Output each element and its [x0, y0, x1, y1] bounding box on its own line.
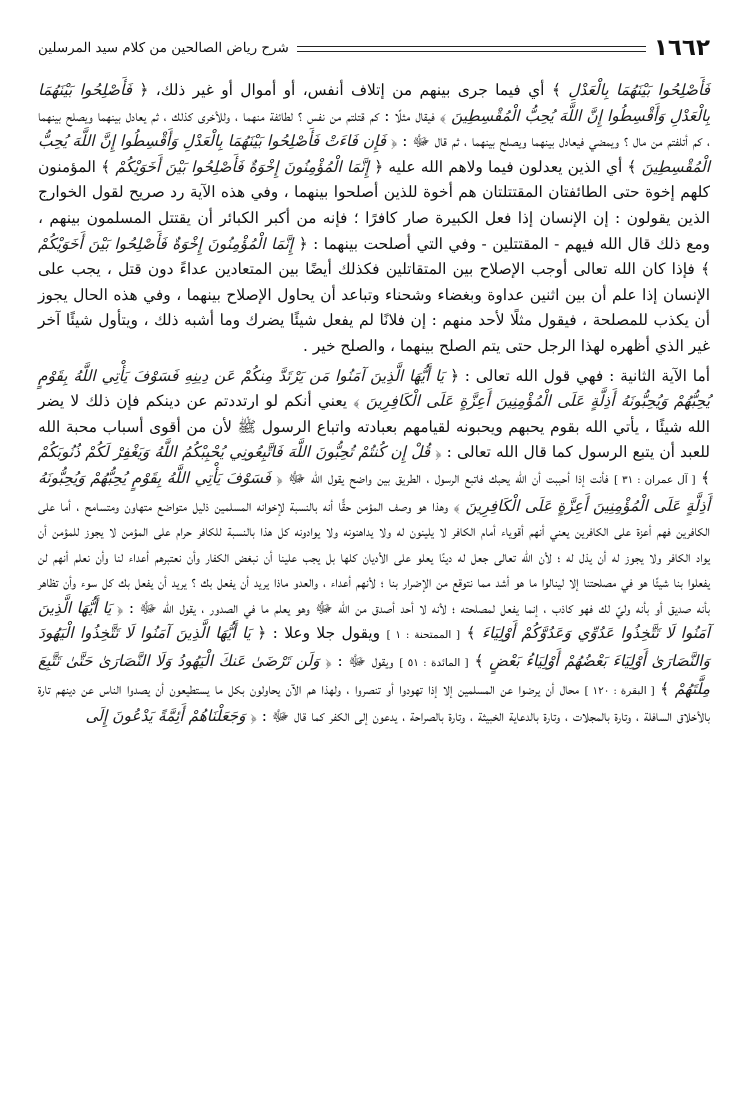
commentary-text: ويقول ﷻ : ﴿	[319, 652, 400, 671]
book-title: شرح رياض الصالحين من كلام سيد المرسلين	[38, 40, 289, 56]
paragraph-2	[38, 364, 710, 730]
verse-reference: [ الممتحنة : ١ ]	[386, 629, 461, 642]
verse-reference: [ المائدة : ٥١ ]	[399, 657, 469, 670]
book-page	[38, 28, 710, 1078]
quran-verse: قُلْ إِن كُنتُمْ تُحِبُّونَ اللَّهَ فَاتَّبِعُونِي يُحْبِبْكُمُ اللَّهُ وَيَغْفِرْ لَكُمْ ذُنُوبَكُمْ	[38, 443, 431, 462]
quran-verse: يَا أَيُّهَا الَّذِينَ آمَنُوا مَن يَرْتَدَّ مِنكُمْ عَن دِينِهِ فَسَوْفَ يَأْتِي اللَّهُ بِقَوْمٍ يُحِبُّهُمْ وَيُحِبُّونَهُ أَذِلَّةٍ عَلَى الْمُؤْمِنِينَ أَعِزَّةٍ عَلَى الْكَافِرِينَ	[38, 366, 710, 411]
quran-verse: فَأَصْلِحُوا بَيْنَهُمَا بِالْعَدْلِ	[568, 81, 710, 99]
commentary-text: ﴾	[695, 468, 710, 487]
commentary-text: ويقول جلا وعلا : ﴿	[250, 624, 387, 643]
commentary-text: ﴾ أي فيما جرى بينهم من إتلاف أنفس، أو أموال أو غير ذلك، ﴿	[132, 81, 569, 99]
verse-reference: [ آل عمران : ٣١ ]	[613, 473, 696, 486]
quran-verse: فَأَصْلِحُوا بَيْنَهُمَا بِالْعَدْلِ وَأَقْسِطُوا إِنَّ اللَّهَ يُحِبُّ الْمُقْسِطِينَ	[38, 81, 710, 125]
commentary-text: ﴾	[460, 624, 482, 643]
verse-reference: [ البقرة : ١٢٠ ]	[584, 684, 655, 697]
commentary-text: ﴾ يعني أنكم لو ارتددتم عن دينكم فإن ذلك لا يضر الله شيئًا ، يأتي الله بقوم يحبهم ويحبونه لقيامهم بعبادته واتباع الرسول ﷺ لأن من أقوى أسباب محبة الله للعبد أن يتبع الرسول كما قال الله تعالى : ﴿	[38, 392, 710, 462]
commentary-text: ﴾ أي الذين يعدلون فيما ولاهم الله عليه ﴿	[368, 157, 642, 176]
commentary-text: ﴾ المؤمنون كلهم إخوة حتى الطائفتان المقتتلتان هم أخوة للذين أصلحوا بينهما ، وفي هذه الآية رد صريح لقول الخوارج الذين يقولون : إن الإنسان إذا فعل الكبيرة صار كافرًا ؛ فإنه من أكبر الكبائر أن يقتتل المسلمون بينهم ، ومع ذلك قال الله فيهم - المقتتلين - وفي التي أصلحت بينهما : ﴿	[38, 157, 710, 253]
quran-verse: وَلَن تَرْضَىٰ عَنكَ الْيَهُودُ وَلَا النَّصَارَىٰ حَتَّىٰ تَتَّبِعَ مِلَّتَهُمْ	[38, 652, 711, 698]
quran-verse: إِنَّمَا الْمُؤْمِنُونَ إِخْوَةٌ فَأَصْلِحُوا بَيْنَ أَخَوَيْكُمْ	[115, 157, 369, 176]
header-rule	[297, 46, 646, 52]
commentary-text: فأنت إذا أحببت أن الله يحبك فاتبع الرسول ، الطريق بين واضح يقول الله ﷻ ﴿	[270, 468, 614, 487]
quran-verse: إِنَّمَا الْمُؤْمِنُونَ إِخْوَةٌ فَأَصْلِحُوا بَيْنَ أَخَوَيْكُمْ	[38, 234, 294, 253]
commentary-text: ﴾	[654, 679, 675, 698]
commentary-text: أما الآية الثانية : فهي قول الله تعالى : ﴿	[444, 366, 710, 385]
quran-verse: فَإِن فَاءَتْ فَأَصْلِحُوا بَيْنَهُمَا بِالْعَدْلِ وَأَقْسِطُوا إِنَّ اللَّهَ يُحِبُّ الْمُقْسِطِينَ	[38, 132, 710, 176]
quran-verse: يَا أَيُّهَا الَّذِينَ آمَنُوا لَا تَتَّخِذُوا الْيَهُودَ وَالنَّصَارَىٰ أَوْلِيَاءَ بَعْضُهُمْ أَوْلِيَاءُ بَعْضٍ	[38, 624, 710, 671]
body-text	[38, 78, 710, 730]
quran-verse: فَسَوْفَ يَأْتِي اللَّهُ بِقَوْمٍ يُحِبُّهُمْ وَيُحِبُّونَهُ أَذِلَّةٍ عَلَى الْمُؤْمِنِينَ أَعِزَّةٍ عَلَى الْكَافِرِينَ	[38, 468, 710, 515]
commentary-text: ﴾ وهذا هو وصف المؤمن حقًّا أنه بالنسبة لإخوانه المسلمين ذليل متواضع متهاون ومتسامح ، أما على الكافرين فهم أعزة على الكافرين يعني أنهم أقوياء أمام الكافر لا يلينون له ولا يداهنونه ولا يوادونه كل هذا بالنسبة للكافر حرام على المؤمن لا يجوز للمؤمن أن يواد الكافر ولا يجوز له أن يذل له ؛ لأن الله تعالى جعل له دينًا يعلو على الأديان كلها بل يجب علينا أن نبغض الكفار وأن نعتبرهم أعداء لنا وأن نعلم أنهم لن يفعلوا بنا شيئًا هو في مصلحتنا إلا لينالوا ما هو أشد مما نتوقع من الإضرار بنا ؛ لأنهم أعداء ، والعدو ماذا يريد أن يفعل بك ؟ يريد أن يفعل بك كل سوء وأن تظاهر بأنه صديق أو بأنه وليّ لك فهو كاذب ، إنما يفعل لمصلحته ؛ لأنه لا أحد أصدق من الله ﷻ وهو يعلم ما في الصدور ، يقول الله ﷻ : ﴿	[38, 496, 711, 617]
quran-verse: وَجَعَلْنَاهُمْ أَئِمَّةً يَدْعُونَ إِلَى	[85, 707, 246, 726]
commentary-text: ﴾ فيقال مثلًا : كم قتلتم من نفس ؟ لطائفة منهما ، وللأخرى كذلك ، ثم يعادل بينهما ويصلح بينهما ، كم أتلفتم من مال ؟ ويمضي فيعادل بينهما ويصلح بينهما ، ثم قال ﷻ : ﴿	[38, 106, 710, 151]
page-number: ١٦٦٢	[653, 35, 710, 61]
commentary-text: ﴾	[468, 652, 490, 671]
paragraph-1	[38, 78, 710, 360]
quran-verse: يَا أَيُّهَا الَّذِينَ آمَنُوا لَا تَتَّخِذُوا عَدُوِّي وَعَدُوَّكُمْ أَوْلِيَاءَ	[38, 598, 711, 643]
commentary-text: محال أن يرضوا عن المسلمين إلا إذا تهودوا أو تنصروا ، ولهذا هم الآن يحاولون بكل ما يستطيعون أن يصدوا الناس عن دينهم تارة بالأخلاق السافلة ، وتارة بالمجلات ، وتارة بالدعاية الخبيثة ، وتارة بالصراحة ، يدعون إلى الكفر كما قال ﷻ : ﴿	[38, 679, 710, 726]
running-head	[38, 28, 710, 68]
commentary-text: ﴾ فإذا كان الله تعالى أوجب الإصلاح بين المتقاتلين فكذلك أيضًا بين المتعادين عداءً دون قتل ، يجب على الإنسان إذا علم أن بين اثنين عداوة وبغضاء وشحناء وتباعد أن يحاول الإصلاح بينهما ، وفي هذه الحال يجوز أن يكذب للمصلحة ، فيقول مثلًا لأحد منهم : إن فلانًا لم يفعل شيئًا يضرك وما أشبه ذلك ، ويتأول شيئًا آخر غير الذي أظهره لهذا الرجل حتى يتم الصلح بينهما ، والصلح خير .	[38, 260, 710, 355]
